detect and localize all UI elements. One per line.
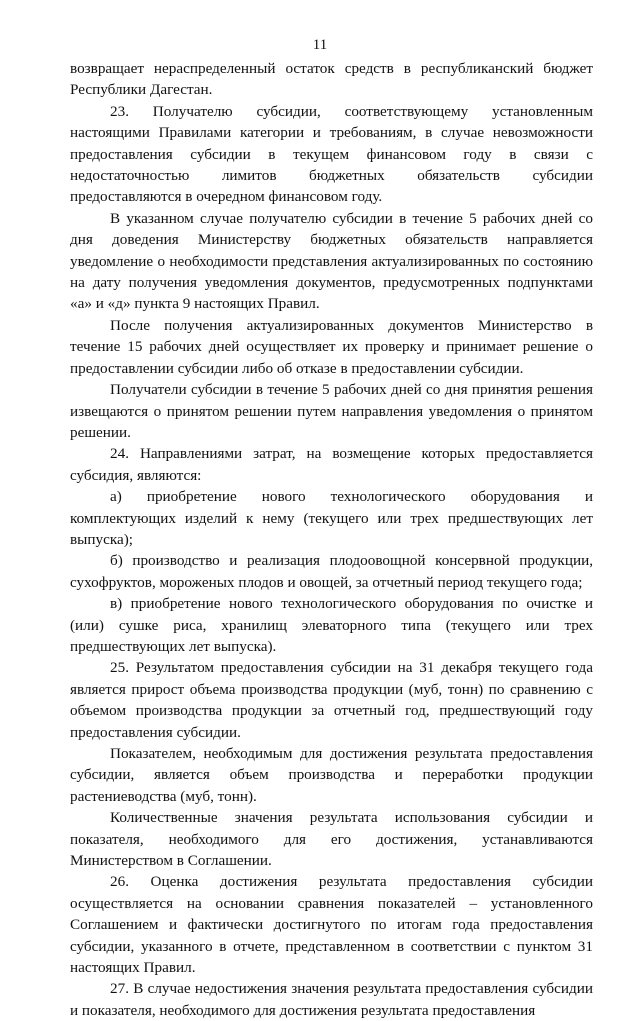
paragraph-23-notification: Получатели субсидии в течение 5 рабочих дней со дня принятия решения извещаются о принятом решении путем направления уведомления о принятом решении. [70, 381, 593, 441]
paragraph-25-indicator: Показателем, необходимым для достижения результата предоставления субсидии, является объем производства и переработки продукции растениеводства (муб, тонн). [70, 745, 593, 805]
paragraph-25: 25. Результатом предоставления субсидии на 31 декабря текущего года является прирост объема производства продукции (муб, тонн) по сравнению с объемом производства продукции за отчетный год, предшествующий году предоставления субсидии. [70, 659, 593, 741]
paragraph-25-values: Количественные значения результата использования субсидии и показателя, необходимого для его достижения, устанавливаются Министерством в Соглашении. [70, 809, 593, 870]
page-number: 11 [312, 37, 328, 53]
paragraph-24-item-v: в) приобретение нового технологического оборудования по очистке и (или) сушке риса, хранилищ элеваторного типа (текущего или трех предшествующих лет выпуска). [70, 595, 593, 655]
paragraph-26: 26. Оценка достижения результата предоставления субсидии осуществляется на основании сравнения показателей – установленного Соглашением и фактически достигнутого по итогам года предоставления субсидии, указанного в отчете, представленном в соответствии с пунктом 31 настоящих Правил. [70, 873, 593, 977]
paragraph-24: 24. Направлениями затрат, на возмещение которых предоставляется субсидия, являются: [70, 445, 593, 484]
paragraph-27: 27. В случае недостижения значения результата предоставления субсидии и показателя, необходимого для достижения результата предоставления [70, 980, 593, 1019]
paragraph-23: 23. Получателю субсидии, соответствующему установленным настоящими Правилами категории и требованиям, в случае невозможности предоставления субсидии в текущем финансовом году в связи с недостаточностью лимитов бюджетных обязательств субсидии предоставляются в очередном финансовом году. [70, 102, 593, 206]
paragraph-continuation: возвращает нераспределенный остаток средств в республиканский бюджет Республики Дагестан. [70, 60, 593, 99]
paragraph-23-notice: В указанном случае получателю субсидии в течение 5 рабочих дней со дня доведения Министерству бюджетных обязательств направляется уведомление о необходимости представления актуализированных по состоянию на дату получения уведомления документов, предусмотренных подпунктами «а» и «д» пункта 9 настоящих Правил. [70, 209, 593, 313]
paragraph-24-item-a: а) приобретение нового технологического оборудования и комплектующих изделий к нему (текущего или трех предшествующих лет выпуска); [70, 488, 593, 548]
document-body [70, 58, 593, 1021]
paragraph-23-review: После получения актуализированных документов Министерство в течение 15 рабочих дней осуществляет их проверку и принимает решение о предоставлении субсидии либо об отказе в предоставлении субсидии. [70, 316, 593, 377]
paragraph-24-item-b: б) производство и реализация плодоовощной консервной продукции, сухофруктов, мороженых плодов и овощей, за отчетный период текущего года; [70, 552, 593, 591]
